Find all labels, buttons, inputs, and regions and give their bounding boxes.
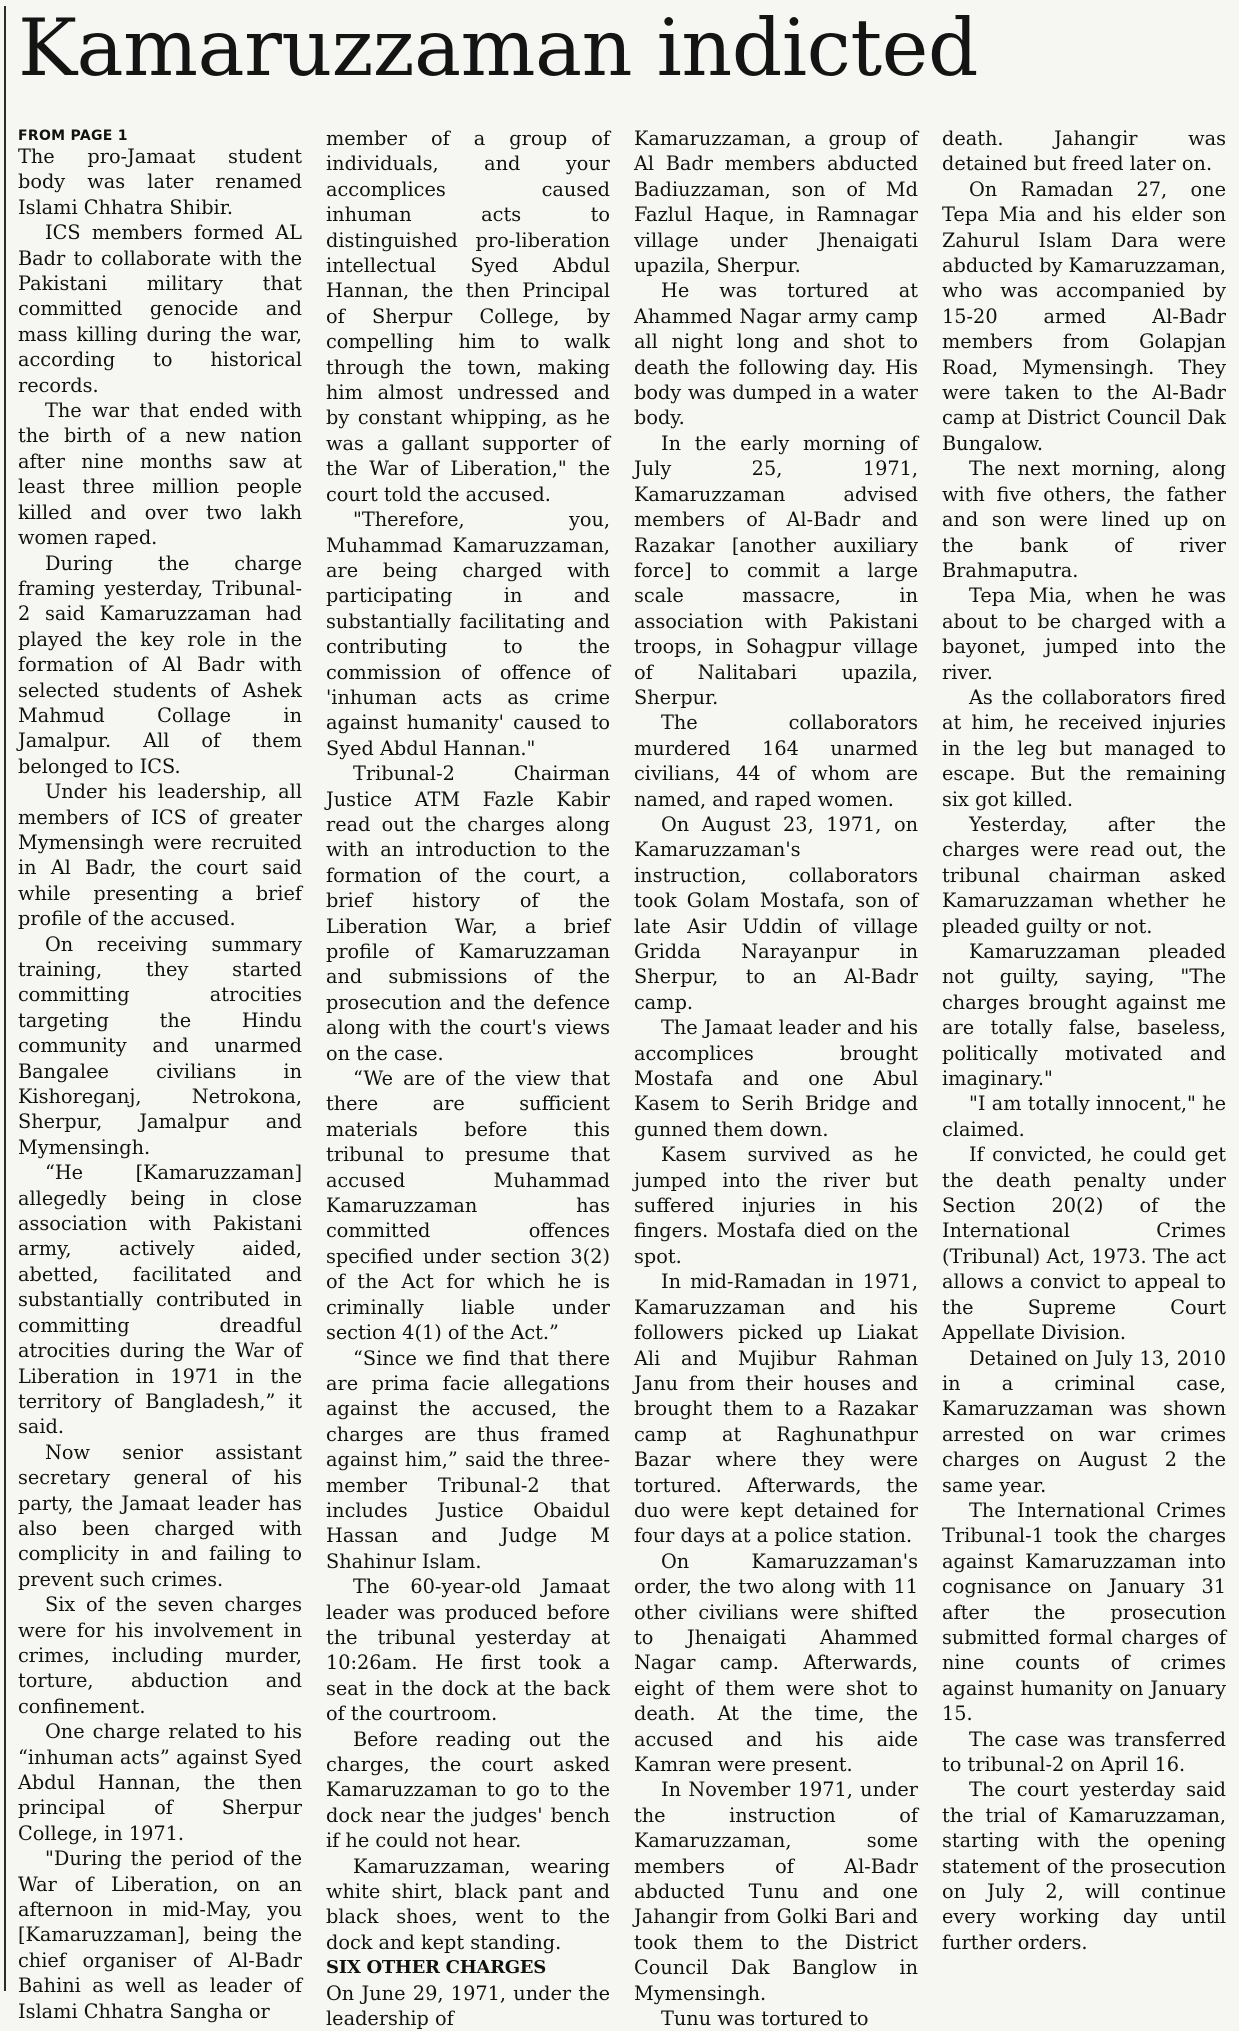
paragraph: The case was transferred to tribunal-2 on April 16. — [942, 1727, 1226, 1776]
paragraph: Kamaruzzaman, a group of Al Badr members abducted Badiuzzaman, son of Md Fazlul Haque, in Ramnagar village under Jhenaigati upazila, Sherpur. — [634, 127, 918, 278]
paragraph: Kamaruzzaman, wearing white shirt, black pant and black shoes, went to the dock and kept standing. — [326, 1854, 610, 1954]
paragraph: Yesterday, after the charges were read out, the tribunal chairman asked Kamaruzzaman whether he pleaded guilty or not. — [942, 812, 1226, 938]
paragraph: In November 1971, under the instruction of Kamaruzzaman, some members of Al-Badr abducted Tunu and one Jahangir from Golki Bari and took them to the District Council Dak Banglow in Mymensingh. — [634, 1778, 918, 2005]
paragraph: The Jamaat leader and his accomplices brought Mostafa and one Abul Kasem to Serih Bridge and gunned them down. — [634, 1016, 918, 1141]
paragraph: Now senior assistant secretary general of his party, the Jamaat leader has also been charged with complicity in and failing to prevent such crimes. — [18, 1440, 302, 1591]
paragraph: On receiving summary training, they started committing atrocities targeting the Hindu community and unarmed Bangalee civilians in Kishoreganj, Netrokona, Sherpur, Jamalpur and Mymensingh. — [18, 932, 302, 1159]
article-column-3 — [634, 126, 918, 2031]
paragraph: The next morning, along with five others, the father and son were lined up on the bank of river Brahmaputra. — [942, 457, 1226, 582]
paragraph: On Kamaruzzaman's order, the two along with 11 other civilians were shifted to Jhenaigati Ahammed Nagar camp. Afterwards, eight of them were shot to death. At the time, the accused and his aide Kamran were present. — [634, 1549, 918, 1776]
paragraph: In mid-Ramadan in 1971, Kamaruzzaman and his followers picked up Liakat Ali and Mujibur Rahman Janu from their houses and brought them to a Razakar camp at Raghunathpur Bazar where they were tortured. Afterwards, the duo were kept detained for four days at a police station. — [634, 1270, 918, 1548]
paragraph: The court yesterday said the trial of Kamaruzzaman, starting with the opening statement of the prosecution on July 2, will continue every working day until further orders. — [942, 1778, 1226, 1954]
paragraph: One charge related to his “inhuman acts” against Syed Abdul Hannan, the then principal of Sherpur College, in 1971. — [18, 1720, 302, 1845]
paragraph: Before reading out the charges, the court asked Kamaruzzaman to go to the dock near the judges' bench if he could not hear. — [326, 1727, 610, 1853]
paragraph: "I am totally innocent," he claimed. — [942, 1092, 1226, 1141]
paragraph: Kasem survived as he jumped into the river but suffered injuries in his fingers. Mostafa died on the spot. — [634, 1143, 918, 1268]
paragraph: Six of the seven charges were for his involvement in crimes, including murder, torture, abduction and confinement. — [18, 1593, 302, 1718]
paragraph: death. Jahangir was detained but freed later on. — [942, 127, 1226, 176]
headline: Kamaruzzaman indicted — [18, 2, 978, 94]
paragraph: The war that ended with the birth of a new nation after nine months saw at least three million people killed and over two lakh women raped. — [18, 399, 302, 550]
paragraph: "Therefore, you, Muhammad Kamaruzzaman, are being charged with participating in and substantially facilitating and contributing to the commission of offence of 'inhuman acts as crime against humanity' caused to Syed Abdul Hannan." — [326, 508, 610, 760]
from-page-label: FROM PAGE 1 — [18, 128, 128, 144]
paragraph: Tunu was tortured to — [661, 2007, 869, 2031]
paragraph: As the collaborators fired at him, he received injuries in the leg but managed to escape. But the remaining six got killed. — [942, 685, 1226, 811]
article-column-2 — [326, 126, 610, 2031]
paragraph: If convicted, he could get the death penalty under Section 20(2) of the International Crimes (Tribunal) Act, 1973. The act allows a convict to appeal to the Supreme Court Appellate Division. — [942, 1143, 1226, 1345]
article-body — [18, 126, 1228, 2031]
paragraph: ICS members formed AL Badr to collaborate with the Pakistani military that committed genocide and mass killing during the war, according to historical records. — [18, 221, 302, 397]
article-column-1 — [18, 126, 302, 2023]
paragraph: In the early morning of July 25, 1971, Kamaruzzaman advised members of Al-Badr and Razakar [another auxiliary force] to commit a large scale massacre, in association with Pakistani troops, in Sohagpur village of Nalitabari upazila, Sherpur. — [634, 431, 918, 709]
paragraph: On August 23, 1971, on Kamaruzzaman's instruction, collaborators took Golam Mostafa, son of late Asir Uddin of village Gridda Narayanpur in Sherpur, to an Al-Badr camp. — [634, 812, 918, 1014]
column-rule — [4, 6, 6, 1991]
paragraph: On June 29, 1971, under the leadership of — [326, 1981, 610, 2031]
paragraph: Detained on July 13, 2010 in a criminal case, Kamaruzzaman was shown arrested on war crimes charges on August 2 the same year. — [942, 1346, 1226, 1497]
paragraph: The International Crimes Tribunal-1 took the charges against Kamaruzzaman into cognisance on January 31 after the prosecution submitted formal charges of nine counts of crimes against humanity on January 15. — [942, 1498, 1226, 1726]
paragraph: member of a group of individuals, and your accomplices caused inhuman acts to distinguished pro-liberation intellectual Syed Abdul Hannan, the then Principal of Sherpur College, by compelling him to walk through the town, making him almost undressed and by constant whipping, as he was a gallant supporter of the War of Liberation," the court told the accused. — [326, 127, 610, 506]
paragraph: The pro-Jamaat student body was later renamed Islami Chhatra Shibir. — [18, 145, 302, 219]
paragraph: Kamaruzzaman pleaded not guilty, saying, "The charges brought against me are totally false, baseless, politically motivated and imaginary." — [942, 940, 1226, 1091]
paragraph: Under his leadership, all members of ICS of greater Mymensingh were recruited in Al Badr, the court said while presenting a brief profile of the accused. — [18, 780, 302, 931]
paragraph: “He [Kamaruzzaman] allegedly being in close association with Pakistani army, actively aided, abetted, facilitated and substantially contributed in committing dreadful atrocities during the War of Liberation in 1971 in the territory of Bangladesh,” it said. — [18, 1161, 302, 1439]
paragraph: Tepa Mia, when he was about to be charged with a bayonet, jumped into the river. — [942, 584, 1226, 684]
paragraph: During the charge framing yesterday, Tribunal-2 said Kamaruzzaman had played the key role in the formation of Al Badr with selected students of Ashek Mahmud Collage in Jamalpur. All of them belonged to ICS. — [18, 551, 302, 778]
paragraph: On Ramadan 27, one Tepa Mia and his elder son Zahurul Islam Dara were abducted by Kamaruzzaman, who was accompanied by 15-20 armed Al-Badr members from Golapjan Road, Mymensingh. They were taken to the Al-Badr camp at District Council Dak Bungalow. — [942, 177, 1226, 455]
section-subhead: SIX OTHER CHARGES — [326, 1957, 546, 1979]
paragraph: The collaborators murdered 164 unarmed civilians, 44 of whom are named, and raped women. — [634, 711, 918, 811]
paragraph: The 60-year-old Jamaat leader was produced before the tribunal yesterday at 10:26am. He first took a seat in the dock at the back of the courtroom. — [326, 1575, 610, 1726]
paragraph: “We are of the view that there are sufficient materials before this tribunal to presume that accused Muhammad Kamaruzzaman has committed offences specified under section 3(2) of the Act for which he is criminally liable under section 4(1) of the Act.” — [326, 1067, 610, 1345]
paragraph: “Since we find that there are prima facie allegations against the accused, the charges are thus framed against him,” said the three-member Tribunal-2 that includes Justice Obaidul Hassan and Judge M Shahinur Islam. — [326, 1346, 610, 1573]
paragraph: He was tortured at Ahammed Nagar army camp all night long and shot to death the following day. His body was dumped in a water body. — [634, 279, 918, 430]
paragraph: "During the period of the War of Liberation, on an afternoon in mid-May, you [Kamaruzzaman], being the chief organiser of Al-Badr Bahini as well as leader of Islami Chhatra Sangha or — [18, 1847, 302, 2023]
article-column-4 — [942, 126, 1226, 1986]
paragraph: Tribunal-2 Chairman Justice ATM Fazle Kabir read out the charges along with an introduction to the formation of the court, a brief history of the Liberation War, a brief profile of Kamaruzzaman and submissions of the prosecution and the defence along with the court's views on the case. — [326, 762, 610, 1065]
